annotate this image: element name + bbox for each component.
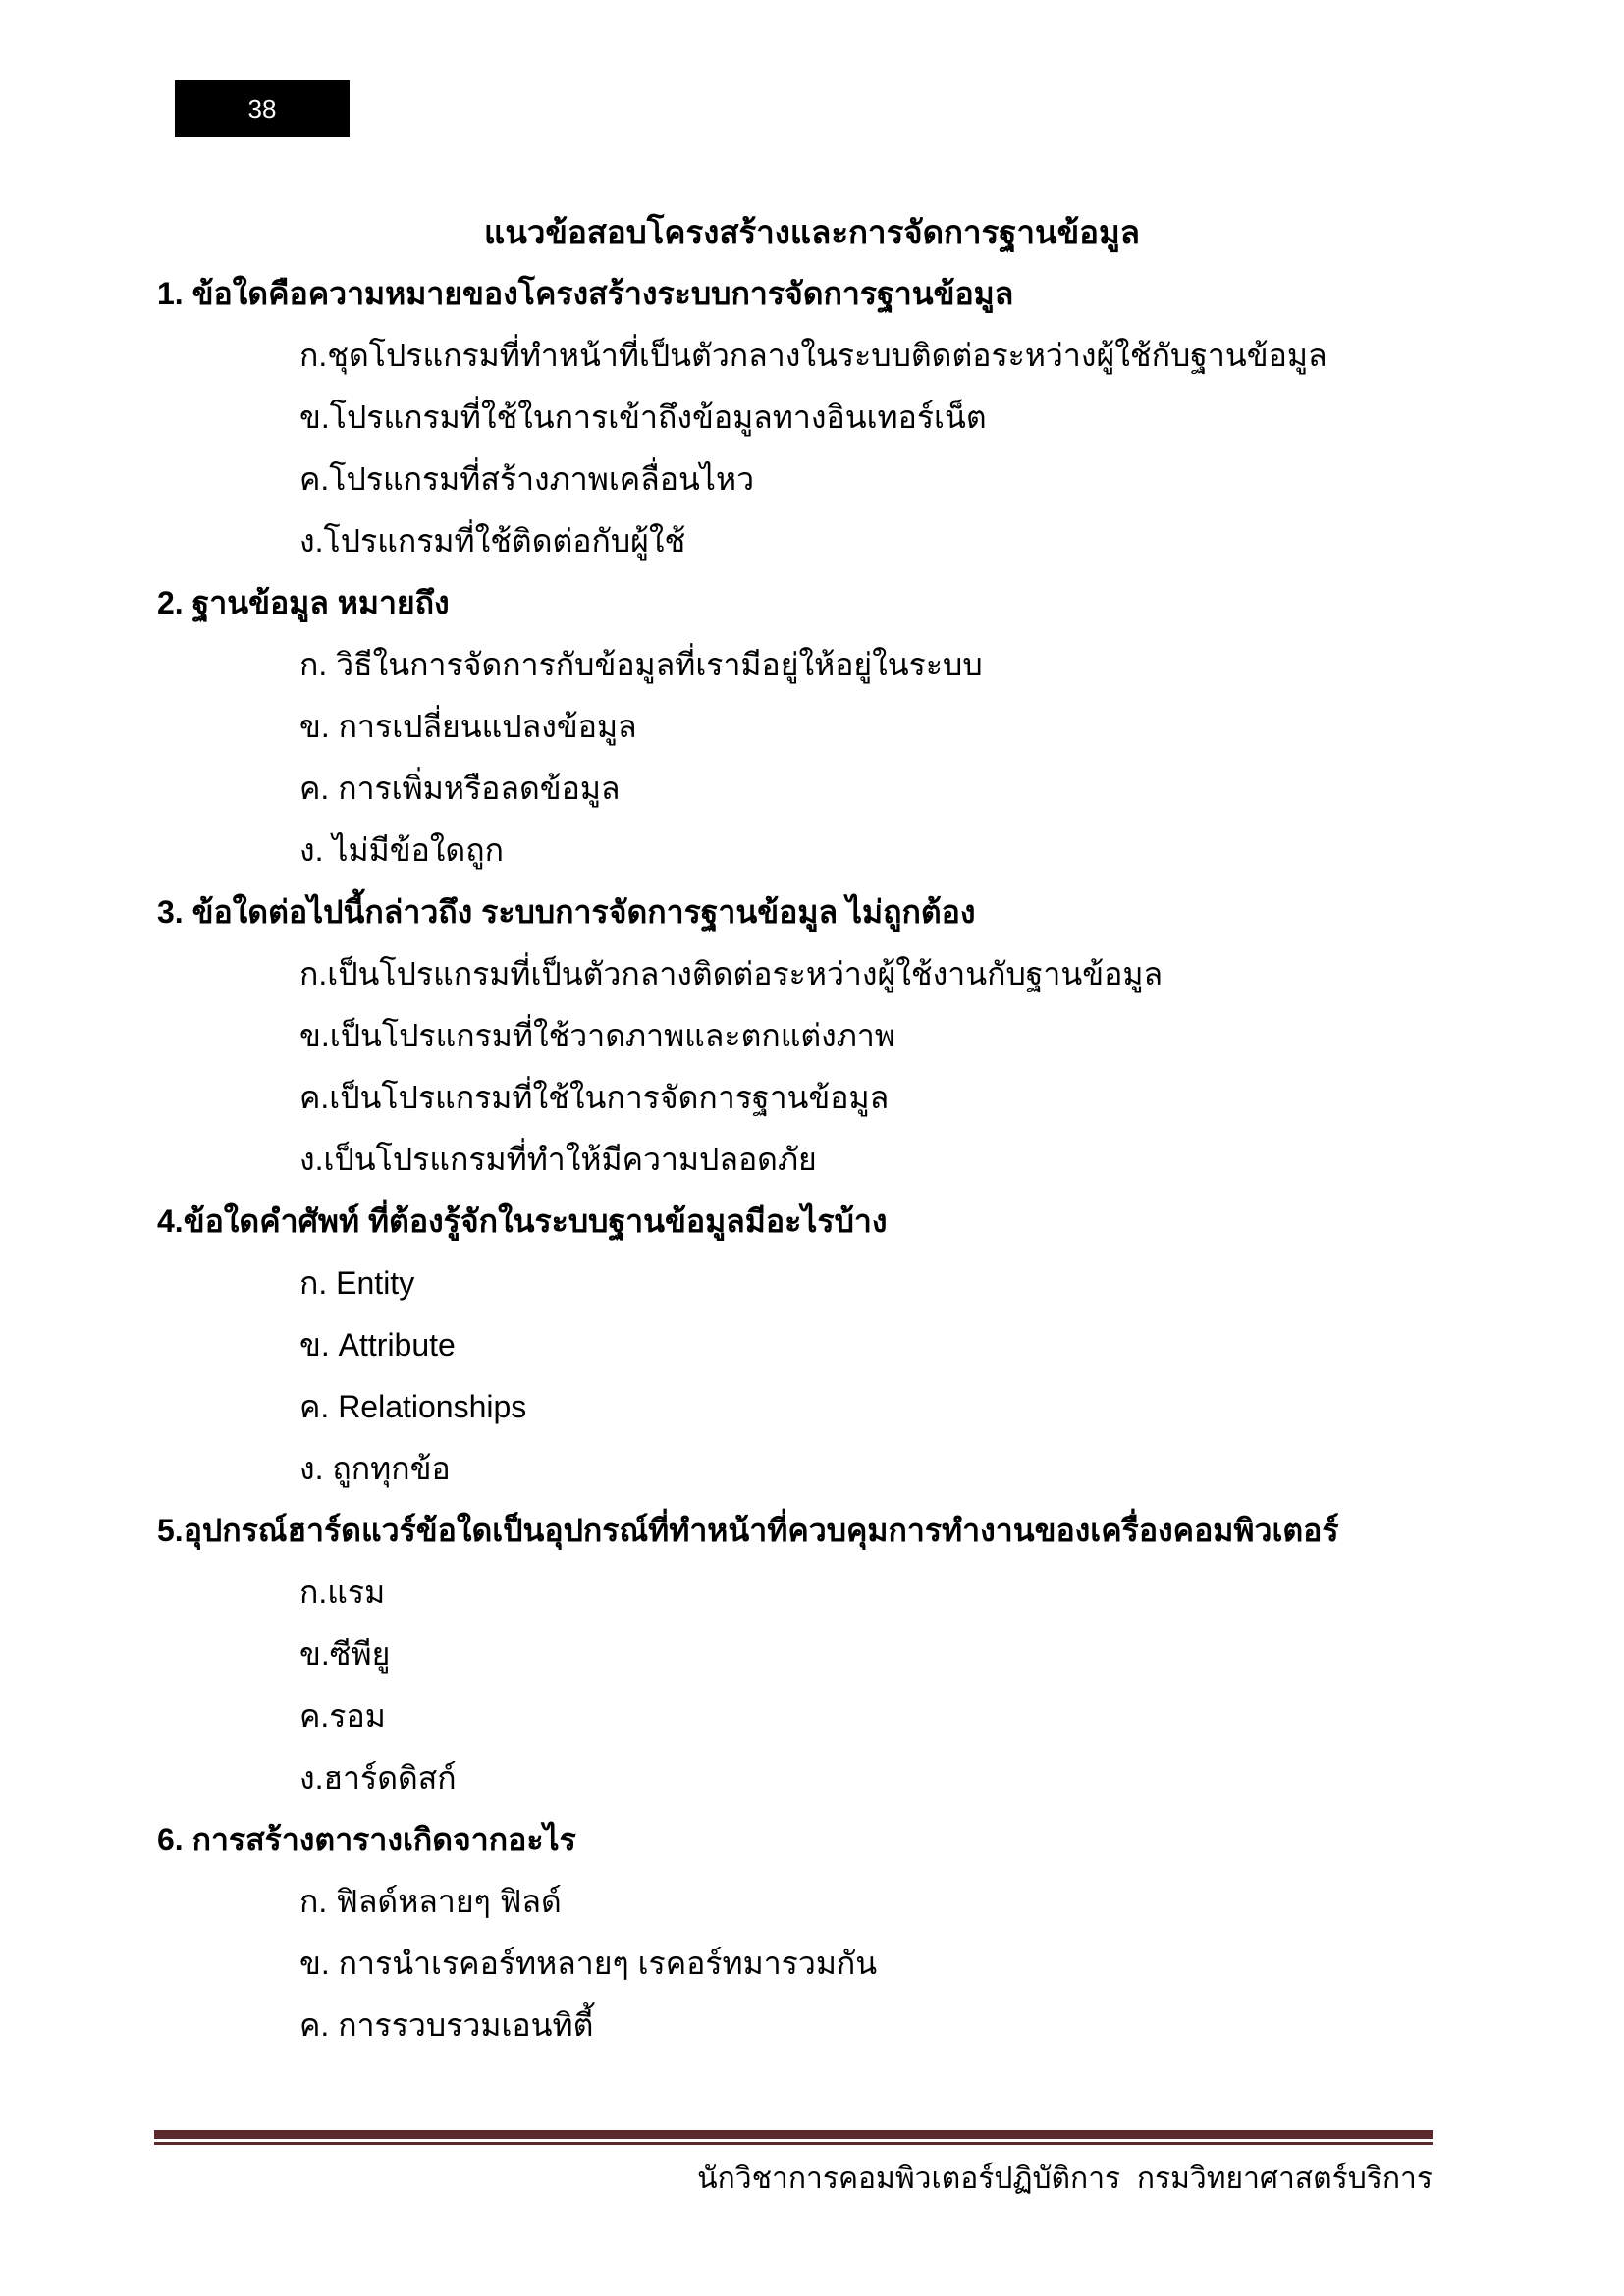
question-6-choice-b: ข. การนำเรคอร์ทหลายๆ เรคอร์ทมารวมกัน [299, 1946, 878, 1981]
question-3-heading: 3. ข้อใดต่อไปนี้กล่าวถึง ระบบการจัดการฐานข้อมูล ไม่ถูกต้อง [157, 894, 976, 930]
question-5-choice-b: ข.ซีพียู [299, 1636, 391, 1672]
question-4-choice-b: ข. Attribute [299, 1327, 456, 1362]
question-4-choice-a: ก. Entity [299, 1265, 415, 1301]
question-1-choice-a: ก.ชุดโปรแกรมที่ทำหน้าที่เป็นตัวกลางในระบบติดต่อระหว่างผู้ใช้กับฐานข้อมูล [299, 338, 1327, 373]
question-1-choice-d: ง.โปรแกรมที่ใช้ติดต่อกับผู้ใช้ [299, 523, 686, 559]
question-3-choice-d: ง.เป็นโปรแกรมที่ทำให้มีความปลอดภัย [299, 1142, 817, 1177]
page-number-box [175, 80, 350, 137]
question-2-heading: 2. ฐานข้อมูล หมายถึง [157, 585, 450, 620]
question-2-choice-b: ข. การเปลี่ยนแปลงข้อมูล [299, 709, 637, 744]
exam-content [0, 201, 1624, 2056]
question-3-choice-c: ค.เป็นโปรแกรมที่ใช้ในการจัดการฐานข้อมูล [299, 1080, 890, 1115]
question-2-choice-a: ก. วิธีในการจัดการกับข้อมูลที่เรามีอยู่ให้อยู่ในระบบ [299, 647, 983, 682]
question-4-heading: 4.ข้อใดคำศัพท์ ที่ต้องรู้จักในระบบฐานข้อมูลมีอะไรบ้าง [157, 1203, 888, 1239]
question-4-choice-c: ค. Relationships [299, 1389, 527, 1424]
question-5-heading: 5.อุปกรณ์ฮาร์ดแวร์ข้อใดเป็นอุปกรณ์ที่ทำหน้าที่ควบคุมการทำงานของเครื่องคอมพิวเตอร์ [157, 1513, 1339, 1548]
footer-text: นักวิชาการคอมพิวเตอร์ปฏิบัติการ กรมวิทยาศาสตร์บริการ [697, 2163, 1433, 2195]
question-1-choice-c: ค.โปรแกรมที่สร้างภาพเคลื่อนไหว [299, 461, 755, 497]
question-3-choice-a: ก.เป็นโปรแกรมที่เป็นตัวกลางติดต่อระหว่างผู้ใช้งานกับฐานข้อมูล [299, 956, 1164, 991]
footer-rule-thick [154, 2130, 1433, 2139]
question-6-choice-a: ก. ฟิลด์หลายๆ ฟิลด์ [299, 1884, 562, 1919]
page-number: 38 [247, 93, 277, 124]
question-4-choice-d: ง. ถูกทุกข้อ [299, 1451, 451, 1486]
question-2-choice-c: ค. การเพิ่มหรือลดข้อมูล [299, 771, 621, 806]
question-3-choice-b: ข.เป็นโปรแกรมที่ใช้วาดภาพและตกแต่งภาพ [299, 1018, 895, 1053]
footer-rule [154, 2130, 1433, 2145]
footer-rule-thin [154, 2142, 1433, 2145]
question-2-choice-d: ง. ไม่มีข้อใดถูก [299, 832, 504, 868]
question-5-choice-d: ง.ฮาร์ดดิสก์ [299, 1760, 457, 1795]
question-1-heading: 1. ข้อใดคือความหมายของโครงสร้างระบบการจัดการฐานข้อมูล [157, 276, 1014, 311]
question-5-choice-a: ก.แรม [299, 1575, 386, 1610]
question-5-choice-c: ค.รอม [299, 1698, 386, 1734]
question-1-choice-b: ข.โปรแกรมที่ใช้ในการเข้าถึงข้อมูลทางอินเทอร์เน็ต [299, 400, 987, 435]
question-6-choice-c: ค. การรวบรวมเอนทิตี้ [299, 2007, 594, 2043]
question-6-heading: 6. การสร้างตารางเกิดจากอะไร [157, 1822, 576, 1857]
page-title: แนวข้อสอบโครงสร้างและการจัดการฐานข้อมูล [484, 214, 1140, 250]
